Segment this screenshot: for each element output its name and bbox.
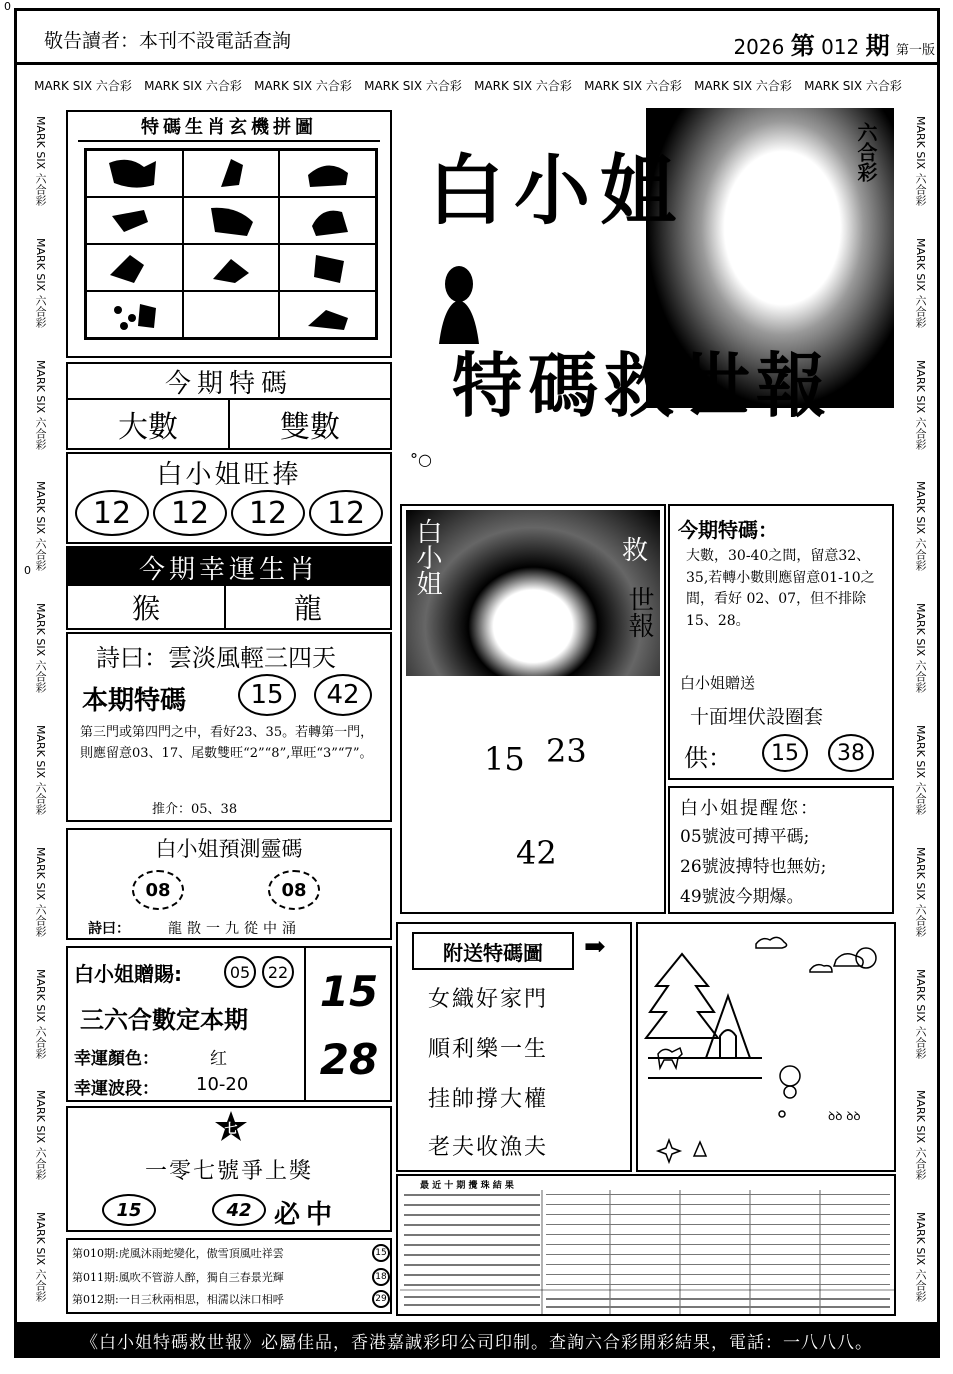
drawing-box — [636, 922, 896, 1172]
header-di: 第 — [790, 32, 815, 60]
wang-bang-title: 白小姐旺捧 — [156, 459, 302, 490]
right-tip-number: 38 — [828, 734, 874, 772]
bonus-title: 附送特碼圖 — [412, 932, 574, 970]
gift-title: 白小姐贈賜: — [74, 962, 182, 986]
predict-poem-label: 詩曰： — [88, 921, 130, 937]
gift-color-label: 幸運顏色： — [74, 1049, 159, 1069]
results-grid — [400, 1190, 894, 1314]
reminder-line: 05號波可搏平碼; — [680, 827, 810, 847]
star-badge — [214, 1110, 248, 1144]
bonus-box — [396, 922, 632, 1172]
lucky-zodiac-title: 今期幸運生肖 — [68, 548, 390, 586]
poem-box — [66, 632, 392, 822]
this-issue-right: 雙數 — [280, 410, 340, 445]
puzzle-title: 特碼生肖玄機拼圖 — [78, 112, 380, 142]
wang-bang-numbers — [68, 490, 390, 536]
drawing-illustration — [638, 924, 894, 1170]
puzzle-piece — [279, 197, 376, 244]
right-tip-body: 大數，30-40之間，留意32、35,若轉小數則應留意01-10之間，看好 02、07，但不排除15、28。 — [686, 548, 875, 630]
poem-recommend: 推介：05、38 — [152, 802, 238, 817]
masthead — [406, 108, 894, 492]
star-number: 七 — [224, 1121, 238, 1137]
prize-must: 必中 — [274, 1200, 339, 1230]
prize-number: 42 — [212, 1194, 266, 1226]
wang-bang-number: 12 — [75, 490, 149, 536]
top-band: MARK SIX 六合彩 MARK SIX 六合彩 MARK SIX 六合彩 MARK SIX 六合彩 MARK SIX 六合彩 MARK SIX 六合彩 MARK SIX 六合彩 MARK SIX 六合彩 — [34, 78, 902, 93]
photo-side-right2: 世報 — [624, 586, 654, 638]
wang-bang-number: 12 — [231, 490, 305, 536]
wang-bang-box — [66, 452, 392, 544]
lucky-zodiac-right: 龍 — [293, 592, 322, 625]
reminder-line: 26號波搏特也無妨; — [680, 857, 827, 877]
header-qi: 期 — [865, 32, 890, 60]
puzzle-piece — [183, 150, 280, 197]
corner-mark-mid: 0 — [24, 564, 31, 577]
right-band: MARK SIX 六合彩 MARK SIX 六合彩 MARK SIX 六合彩 MARK SIX 六合彩 MARK SIX 六合彩 MARK SIX 六合彩 MARK SIX 六合彩 MARK SIX 六合彩 MARK SIX 六合彩 MARK SIX 六合彩 — [914, 116, 927, 1302]
left-band: MARK SIX 六合彩 MARK SIX 六合彩 MARK SIX 六合彩 MARK SIX 六合彩 MARK SIX 六合彩 MARK SIX 六合彩 MARK SIX 六合彩 MARK SIX 六合彩 MARK SIX 六合彩 MARK SIX 六合彩 — [34, 116, 47, 1302]
bonus-line: 順利樂一生 — [428, 1037, 549, 1062]
header-notice: 敬告讀者：本刊不設電話查詢 — [44, 30, 292, 52]
masthead-title-top: 白小姐 — [428, 146, 686, 235]
bonus-line: 老夫收漁夫 — [428, 1135, 549, 1160]
bonus-line: 女織好家門 — [428, 987, 549, 1012]
right-tip-number: 15 — [762, 734, 808, 772]
history-row: 第010期:虎風沐雨蛇變化，傲雪頂風吐祥雲 15 — [72, 1244, 390, 1262]
special-number: 15 — [238, 674, 296, 716]
results-title: 最 近 十 期 攪 珠 結 果 — [420, 1181, 514, 1191]
bonus-line: 挂帥撐大權 — [428, 1087, 549, 1112]
right-tip-box — [668, 504, 894, 780]
poem-line: 詩曰：雲淡風輕三四天 — [96, 644, 336, 672]
predict-number: 08 — [268, 870, 320, 910]
predict-number: 08 — [132, 870, 184, 910]
footer-bar: 《白小姐特碼救世報》必屬佳品，香港嘉誠彩印公司印制。查詢六合彩開彩結果，電話：一八八八。 — [14, 1322, 940, 1358]
right-tip-title: 今期特碼： — [678, 518, 778, 542]
predict-poem-text: 龍散一九從中涌 — [168, 921, 301, 937]
history-box — [66, 1238, 392, 1314]
reminder-title: 白小姐提醒您： — [680, 798, 820, 819]
gift-number: 22 — [262, 956, 294, 988]
puzzle-piece — [279, 291, 376, 338]
right-tip-supply-label: 供： — [684, 744, 732, 772]
gift-big-number: 15 — [319, 966, 379, 1016]
puzzle-piece — [183, 244, 280, 291]
puzzle-grid — [84, 148, 378, 340]
predict-box — [66, 828, 392, 940]
arrow-right-icon: ➡ — [584, 932, 606, 962]
history-row: 第011期:風吹不管游人醉，獨自三春景光輝 18 — [72, 1268, 390, 1286]
masthead-dots: °○ — [410, 450, 432, 469]
gift-number: 05 — [224, 956, 256, 988]
gift-color-value: 红 — [210, 1049, 227, 1069]
gift-wave-label: 幸運波段： — [74, 1079, 159, 1099]
history-row: 第012期:一日三秋兩相思，相濡以沫口相呼 29 — [72, 1290, 390, 1308]
this-issue-left: 大數 — [68, 400, 230, 448]
wang-bang-number: 12 — [309, 490, 383, 536]
gift-line1: 三六合數定本期 — [80, 1005, 248, 1034]
photo-number: 23 — [546, 732, 587, 770]
gift-wave-value: 10-20 — [196, 1074, 249, 1095]
header-issue — [733, 26, 935, 61]
puzzle-piece — [86, 150, 183, 197]
header-edition: 第一版 — [895, 43, 935, 58]
puzzle-piece — [279, 244, 376, 291]
header-year: 2026 — [733, 35, 785, 59]
reminder-box — [668, 786, 894, 914]
gift-big-number: 28 — [319, 1034, 379, 1084]
right-tip-gift-text: 十面埋伏設圈套 — [690, 706, 824, 728]
photo-box — [400, 504, 666, 914]
puzzle-piece — [279, 150, 376, 197]
masthead-badge: 六合彩 — [854, 122, 878, 182]
photo-side-right: 救 — [622, 536, 649, 566]
header-issue-number: 012 — [821, 35, 860, 59]
puzzle-piece — [86, 244, 183, 291]
photo-side-left: 白小姐 — [412, 518, 442, 596]
zodiac-puzzle-box — [66, 110, 392, 358]
lucky-zodiac-box — [66, 546, 392, 630]
puzzle-piece — [86, 197, 183, 244]
this-issue-title: 今期特碼 — [68, 364, 390, 400]
photo-number: 42 — [516, 834, 557, 872]
gift-box — [66, 946, 392, 1102]
right-tip-gift-label: 白小姐贈送 — [680, 674, 756, 692]
prize-number: 15 — [102, 1194, 156, 1226]
special-label: 本期特碼 — [82, 686, 187, 716]
corner-mark-top: 0 — [4, 0, 11, 13]
special-number: 42 — [314, 674, 372, 716]
this-issue-box — [66, 362, 392, 450]
puzzle-piece — [183, 291, 280, 338]
puzzle-piece — [183, 197, 280, 244]
poem-body: 第三門或第四門之中，看好23、35。若轉第一門，則應留意03、17、尾數雙旺“2”“8”,單旺“3”“7”。 — [80, 725, 374, 762]
masthead-title-bottom: 特碼救世報 — [452, 344, 832, 427]
results-box — [396, 1174, 896, 1316]
photo-number: 15 — [484, 740, 525, 778]
predict-title: 白小姐預測靈碼 — [155, 837, 303, 861]
reminder-line: 49號波今期爆。 — [680, 887, 804, 907]
header-divider — [14, 62, 940, 65]
svg-text:ꝺꝺ ꝺꝺ: ꝺꝺ ꝺꝺ — [828, 1109, 861, 1123]
lucky-zodiac-left: 猴 — [68, 586, 226, 628]
wang-bang-number: 12 — [153, 490, 227, 536]
puzzle-piece — [86, 291, 183, 338]
prize-box — [66, 1106, 392, 1232]
prize-line: 一零七號爭上獎 — [144, 1159, 313, 1184]
